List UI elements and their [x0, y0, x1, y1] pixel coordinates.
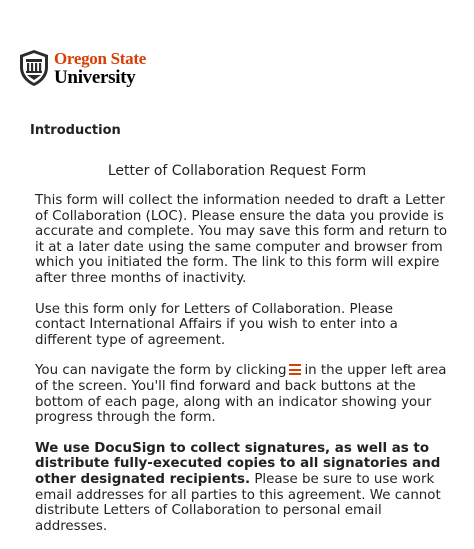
logo-line-2: University	[54, 66, 136, 88]
logo-line-1: Oregon State	[54, 48, 146, 68]
section-title: Introduction	[30, 123, 121, 138]
intro-content	[35, 193, 447, 549]
docusign-notice-bold: We use DocuSign to collect signatures, as well as to distribute fully-executed copies to all signatories and other designated recipients.	[35, 440, 441, 487]
paragraph-3-before: You can navigate the form by clicking	[35, 363, 287, 379]
paragraph-3-after: in the upper left area of the screen. You'll find forward and back buttons at the bottom of each page, along with an indicator showing your progress through the form.	[35, 363, 447, 426]
intro-paragraph-2: Use this form only for Letters of Collaboration. Please contact International Affairs if you wish to enter into a different type of agreement.	[35, 301, 398, 348]
osu-seal-icon	[18, 49, 50, 87]
hamburger-menu-icon	[289, 364, 301, 375]
intro-paragraph-3	[35, 363, 447, 425]
intro-paragraph-1: This form will collect the information needed to draft a Letter of Collaboration (LOC). Please ensure the data you provide is accurate and complete. You may save this form and return to it at a later date using the same computer and browser from which you initiated the form. The link to this form will expire after three months of inactivity.	[35, 193, 448, 286]
form-title: Letter of Collaboration Request Form	[107, 163, 367, 179]
osu-logo	[18, 48, 146, 88]
docusign-notice-rest: Please be sure to use work email addresses for all parties to this agreement. We cannot distribute Letters of Collaboration to personal email addresses.	[35, 471, 441, 534]
intro-paragraph-4	[35, 441, 447, 535]
